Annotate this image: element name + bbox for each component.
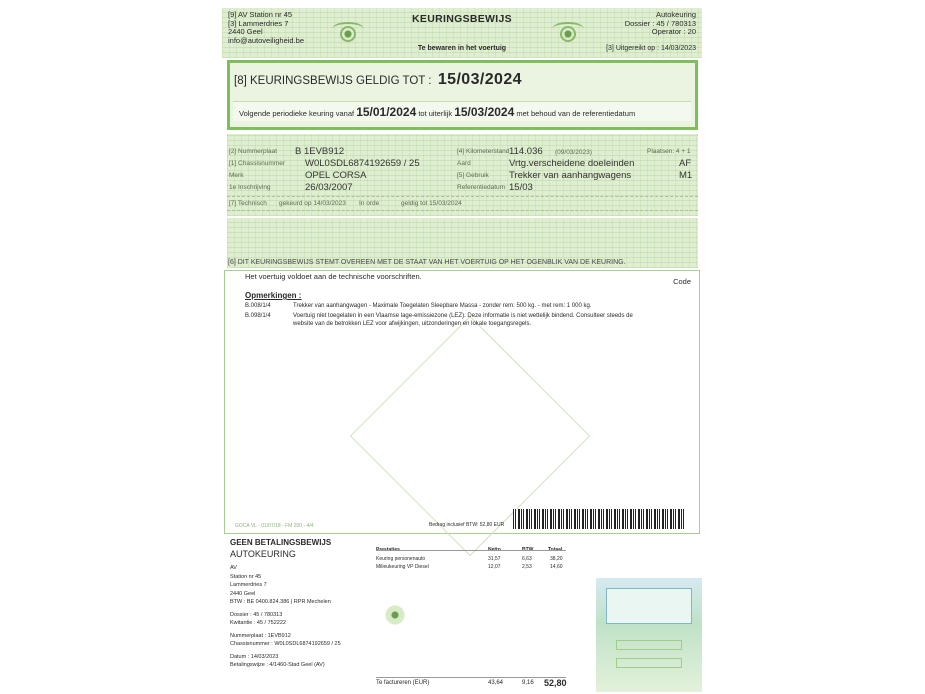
form-reference: GOCA VL - 01/07/18 - FM 200 - 4/4 [235,523,314,529]
code-header: Code [673,277,691,286]
row-vat: 2,53 [522,564,532,570]
address-line: Lammerdries 7 [230,582,267,588]
col-services: Prestaties [376,547,400,553]
valid-until-label: [8] KEURINGSBEWIJS GELDIG TOT : [234,75,432,87]
compliance-text: Het voertuig voldoet aan de technische voorschriften. [245,272,422,281]
plate-line: Nummerplaat : 1EVB912 [230,632,291,639]
first-registration-value: 26/03/2007 [305,182,353,193]
eye-logo-icon [332,22,364,46]
in-order-status: geldig tot 15/03/2024 [401,200,462,207]
company-name: AUTOKEURING [230,549,296,559]
col-total: Totaal [548,547,563,553]
chassis-line: Chassisnummer : W0L0SDL6874192659 / 25 [230,641,341,647]
remark-text: Voertuig niet toegelaten in een Vlaamse lage-emissiezone (LEZ). Deze informatie is niet wettelijk bindend. Consulteer steeds de website van de betrokken LEZ voor afwijkingen, uitzonderingen en lokale toegangsregels. [293,313,633,327]
dossier-line: Dossier : 45 / 780313 [230,611,283,618]
amount-incl-vat: Bedrag inclusief BTW: 52,80 EUR [429,522,505,528]
remark-item [245,302,665,312]
divider [227,196,698,197]
next-from-date: 15/01/2024 [356,105,417,119]
eye-logo-icon [382,602,408,628]
conformity-statement: [6] DIT KEURINGSBEWIJS STEMT OVEREEN MET DE STAAT VAN HET VOERTUIG OP HET OGENBLIK VAN DE KEURING. [228,259,626,266]
row-net: 12,07 [488,564,501,570]
operator-number: Operator : 20 [651,27,696,36]
remark-code: B.008/1/4 [245,303,271,309]
invoice-heading: GEEN BETALINGSBEWIJS [230,538,332,547]
invoice-section [224,536,592,690]
payment-method-line: Betalingswijze : 4/1460-Stad Geel (AV) [230,662,325,668]
divider [376,677,566,678]
certificate-header [222,8,702,58]
inspection-type: Autokeuring [655,10,696,19]
plate-label: [2] Nummerplaat [229,148,278,155]
stub-field [616,640,682,650]
mileage-value: 114.036 [509,146,543,157]
station-line: 2440 Geel [228,27,263,36]
invoice-address [230,564,341,670]
dossier-info [625,11,696,37]
eye-logo-icon [552,22,584,46]
make-value: OPEL CORSA [305,170,367,181]
divider [227,210,698,211]
body-code: AF [679,158,692,169]
divider [376,550,566,551]
col-net: Netto [488,547,501,553]
invoice-row [376,564,564,572]
address-line: Station nr 45 [230,573,262,580]
stub-panel [606,588,692,624]
station-email: info@autoveiligheid.be [228,35,304,45]
station-line: [3] Lammerdries 7 [228,18,289,28]
invoice-row [376,556,564,564]
make-label: Merk [229,172,244,179]
vat-line: BTW : BE 0400.824.386 | RPR Mechelen [230,599,331,605]
barcode [513,509,685,529]
reference-date-label: Referentiedatum [457,184,506,191]
next-inspection-line [233,101,691,121]
row-desc: Milieukeuring VP Diesel [376,564,429,570]
usage-label: [5] Gebruik [457,172,489,179]
remarks-title: Opmerkingen : [245,291,302,300]
next-prefix: Volgende periodieke keuring vanaf [239,109,355,118]
reference-date-value: 15/03 [509,182,533,193]
mileage-label: [4] Kilometerstand [457,148,510,155]
document-title: KEURINGSBEWIJS [412,13,512,25]
row-net: 31,57 [488,556,501,562]
total-net: 43,64 [488,680,504,686]
keep-in-vehicle-note: Te bewaren in het voertuig [417,45,507,52]
chassis-label: [1] Chassisnummer [229,160,285,167]
remarks-box [224,270,700,534]
receipt-line: Kwitantie : 45 / 752222 [230,620,286,626]
next-mid: tot uiterlijk [418,109,453,118]
in-order-label: In orde [359,200,380,207]
vehicle-data [227,134,698,216]
date-line: Datum : 14/03/2023 [230,653,279,660]
total-amount: 52,80 [544,678,567,688]
address-line: AV [230,565,237,571]
chassis-value: W0L0SDL6874192659 / 25 [305,158,420,169]
mileage-date: (09/03/2023) [555,149,592,156]
total-vat: 9,16 [522,680,534,686]
station-line: [9] AV Station nr 45 [228,10,293,19]
issue-date: [3] Uitgereikt op : 14/03/2023 [606,45,696,52]
valid-until-date: 15/03/2024 [437,71,522,88]
row-total: 14,60 [550,564,563,570]
inspection-certificate [222,8,702,692]
col-vat: BTW [522,547,534,553]
stub-field [616,658,682,668]
category-code: M1 [679,170,693,181]
remark-code: B.098/1/4 [245,313,271,319]
payment-stub [596,538,702,692]
row-vat: 6,63 [522,556,532,562]
invoice-header-row [376,547,564,555]
seats: Plaatsen: 4 + 1 [647,148,691,155]
next-suffix: met behoud van de referentiedatum [516,109,636,118]
validity-box [227,60,698,130]
remark-text: Trekker van aanhangwagen - Maximale Toegelaten Sleepbare Massa - zonder rem: 500 kg. - met rem: 1 000 kg. [293,303,592,309]
total-label: Te factureren (EUR) [376,680,430,686]
technical-status: gekeurd op 14/03/2023 [279,200,346,207]
kind-label: Aard [457,160,471,167]
address-line: 2440 Geel [230,590,256,597]
technical-label: [7] Technisch [229,200,267,207]
dossier-number: Dossier : 45 / 780313 [624,18,696,28]
usage-value: Trekker van aanhangwagens [509,170,632,181]
plate-value: B 1EVB912 [295,146,345,157]
row-desc: Keuring personenauto [376,556,426,562]
next-to-date: 15/03/2024 [454,105,515,119]
remark-item [245,312,665,338]
kind-value: Vrtg.verscheidene doeleinden [509,158,635,169]
first-registration-label: 1e Inschrijving [229,184,271,191]
row-total: 38,20 [550,556,563,562]
valid-until [234,71,522,89]
